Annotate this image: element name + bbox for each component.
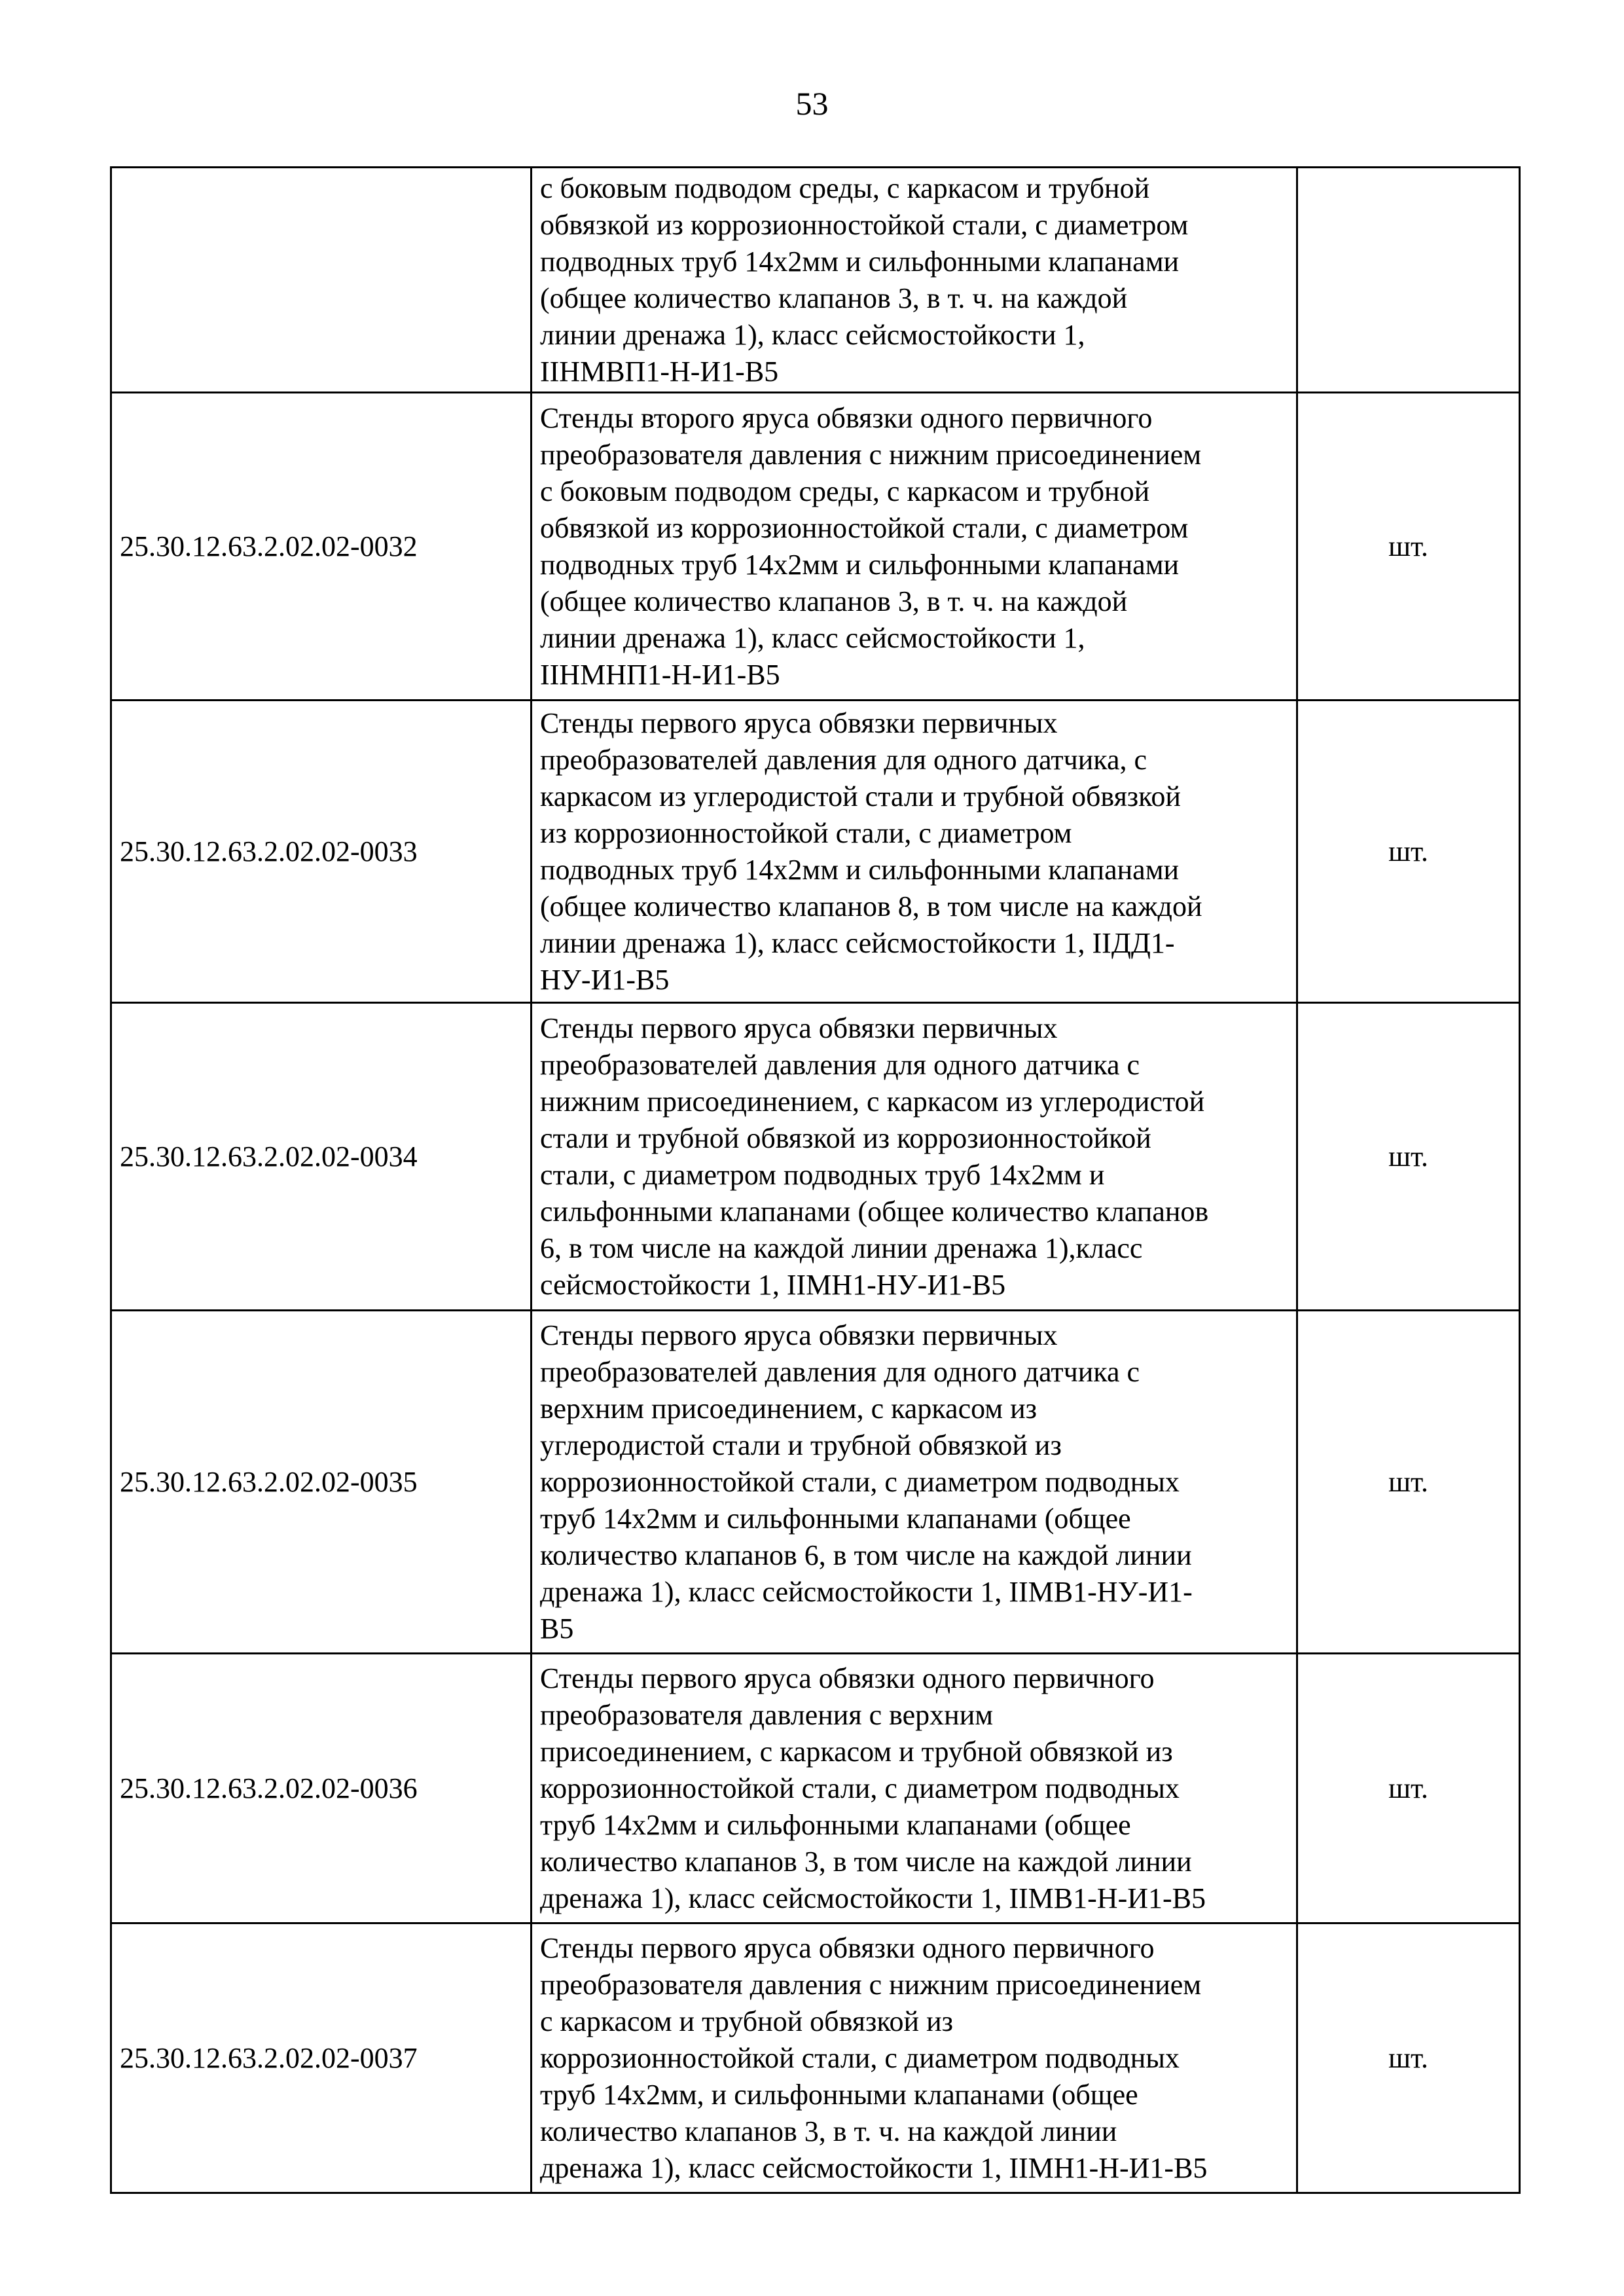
description-line: В5 — [540, 1612, 574, 1645]
description-line: преобразователя давления с верхним — [540, 1698, 994, 1731]
description-line: дренажа 1), класс сейсмостойкости 1, IIМВ1-Н-И1-В5 — [540, 1882, 1206, 1914]
description-line: коррозионностойкой стали, с диаметром подводных — [540, 1465, 1180, 1498]
description-line: преобразователей давления для одного датчика с — [540, 1048, 1140, 1081]
description-line: каркасом из углеродистой стали и трубной обвязкой — [540, 780, 1181, 812]
description-line: (общее количество клапанов 3, в т. ч. на каждой — [540, 282, 1128, 314]
resource-description — [532, 701, 1297, 1003]
resource-code: 25.30.12.63.2.02.02-0036 — [111, 1654, 532, 1923]
description-line: с боковым подводом среды, с каркасом и трубной — [540, 475, 1150, 507]
resource-code — [111, 168, 532, 393]
description-line: подводных труб 14х2мм и сильфонными клапанами — [540, 245, 1180, 278]
description-line: Стенды второго яруса обвязки одного первичного — [540, 401, 1153, 434]
description-line: (общее количество клапанов 8, в том числе на каждой — [540, 890, 1202, 922]
page-number: 53 — [795, 85, 829, 122]
resource-code: 25.30.12.63.2.02.02-0035 — [111, 1311, 532, 1654]
description-line: линии дренажа 1), класс сейсмостойкости 1, — [540, 621, 1085, 654]
description-line: коррозионностойкой стали, с диаметром подводных — [540, 2041, 1180, 2074]
description-line: преобразователей давления для одного датчика, с — [540, 743, 1147, 776]
unit-of-measure: шт. — [1297, 701, 1520, 1003]
description-line: нижним присоединением, с каркасом из углеродистой — [540, 1085, 1205, 1118]
description-line: преобразователей давления для одного датчика с — [540, 1355, 1140, 1388]
resource-code: 25.30.12.63.2.02.02-0032 — [111, 393, 532, 701]
description-line: подводных труб 14х2мм и сильфонными клапанами — [540, 548, 1180, 581]
table-body — [111, 168, 1520, 2193]
description-line: труб 14х2мм и сильфонными клапанами (общее — [540, 1808, 1131, 1841]
resource-code: 25.30.12.63.2.02.02-0033 — [111, 701, 532, 1003]
table-row — [111, 1923, 1520, 2193]
description-line: преобразователя давления с нижним присоединением — [540, 1968, 1202, 2001]
resource-code: 25.30.12.63.2.02.02-0037 — [111, 1923, 532, 2193]
description-line: стали, с диаметром подводных труб 14х2мм и — [540, 1158, 1105, 1191]
description-line: (общее количество клапанов 3, в т. ч. на каждой — [540, 585, 1128, 617]
resource-code: 25.30.12.63.2.02.02-0034 — [111, 1003, 532, 1311]
description-line: сейсмостойкости 1, IIМН1-НУ-И1-В5 — [540, 1268, 1006, 1301]
unit-of-measure — [1297, 168, 1520, 393]
description-line: количество клапанов 3, в т. ч. на каждой линии — [540, 2115, 1117, 2147]
description-line: Стенды первого яруса обвязки одного первичного — [540, 1662, 1155, 1694]
table-row — [111, 1311, 1520, 1654]
unit-of-measure: шт. — [1297, 1923, 1520, 2193]
description-line: верхним присоединением, с каркасом из — [540, 1392, 1038, 1425]
description-line: линии дренажа 1), класс сейсмостойкости 1, — [540, 318, 1085, 351]
description-line: преобразователя давления с нижним присоединением — [540, 438, 1202, 471]
resource-description — [532, 1923, 1297, 2193]
description-line: количество клапанов 6, в том числе на каждой линии — [540, 1539, 1192, 1571]
description-line: присоединением, с каркасом и трубной обвязкой из — [540, 1735, 1173, 1768]
description-line: НУ-И1-В5 — [540, 963, 670, 996]
description-line: с каркасом и трубной обвязкой из — [540, 2005, 953, 2037]
description-line: Стенды первого яруса обвязки первичных — [540, 1011, 1058, 1044]
table-row — [111, 393, 1520, 701]
resource-table — [110, 166, 1521, 2194]
description-line: дренажа 1), класс сейсмостойкости 1, IIМВ1-НУ-И1- — [540, 1575, 1193, 1608]
resource-description — [532, 1654, 1297, 1923]
description-line: коррозионностойкой стали, с диаметром подводных — [540, 1772, 1180, 1804]
description-line: труб 14х2мм и сильфонными клапанами (общее — [540, 1502, 1131, 1535]
description-line: количество клапанов 3, в том числе на каждой линии — [540, 1845, 1192, 1878]
table-row — [111, 1003, 1520, 1311]
description-line: IIНМВП1-Н-И1-В5 — [540, 355, 779, 388]
description-line: IIНМНП1-Н-И1-В5 — [540, 658, 780, 691]
resource-description — [532, 1311, 1297, 1654]
description-line: стали и трубной обвязкой из коррозионностойкой — [540, 1121, 1151, 1154]
unit-of-measure: шт. — [1297, 1311, 1520, 1654]
unit-of-measure: шт. — [1297, 1654, 1520, 1923]
table-row — [111, 701, 1520, 1003]
description-line: углеродистой стали и трубной обвязкой из — [540, 1429, 1062, 1461]
description-line: дренажа 1), класс сейсмостойкости 1, IIМН1-Н-И1-В5 — [540, 2151, 1208, 2184]
description-line: сильфонными клапанами (общее количество клапанов — [540, 1195, 1209, 1228]
description-line: Стенды первого яруса обвязки первичных — [540, 706, 1058, 739]
resource-description — [532, 168, 1297, 393]
resource-description — [532, 393, 1297, 701]
description-line: 6, в том числе на каждой линии дренажа 1),класс — [540, 1231, 1143, 1264]
description-line: линии дренажа 1), класс сейсмостойкости 1, IIДД1- — [540, 926, 1175, 959]
table-row — [111, 1654, 1520, 1923]
description-line: труб 14х2мм, и сильфонными клапанами (общее — [540, 2078, 1138, 2111]
resource-description — [532, 1003, 1297, 1311]
description-line: Стенды первого яруса обвязки первичных — [540, 1319, 1058, 1351]
description-line: с боковым подводом среды, с каркасом и трубной — [540, 172, 1150, 204]
description-line: обвязкой из коррозионностойкой стали, с диаметром — [540, 511, 1189, 544]
description-line: из коррозионностойкой стали, с диаметром — [540, 816, 1072, 849]
description-line: обвязкой из коррозионностойкой стали, с диаметром — [540, 208, 1189, 241]
unit-of-measure: шт. — [1297, 393, 1520, 701]
table-row — [111, 168, 1520, 393]
unit-of-measure: шт. — [1297, 1003, 1520, 1311]
description-line: подводных труб 14х2мм и сильфонными клапанами — [540, 853, 1180, 886]
description-line: Стенды первого яруса обвязки одного первичного — [540, 1931, 1155, 1964]
